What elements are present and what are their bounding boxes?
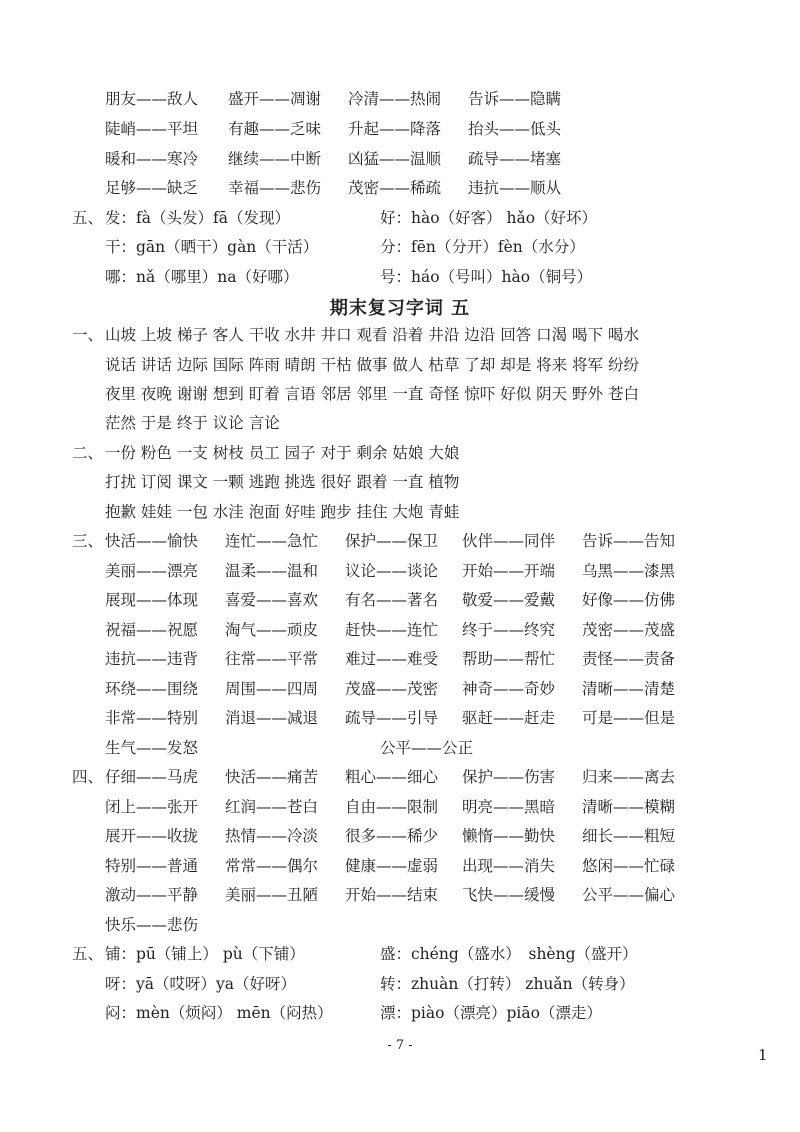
word-entry: 山坡 上坡 梯子 客人 干收 水井 井口 观看 沿着 井沿 边沿 回答 口渴 喝下 喝水 bbox=[105, 326, 639, 344]
word-entry: 仔细——马虎 bbox=[105, 768, 199, 786]
word-entry: 有趣——乏味 bbox=[228, 120, 322, 138]
word-entry: 开始——结束 bbox=[345, 886, 439, 904]
word-entry: 议论——谈论 bbox=[345, 562, 439, 580]
word-entry: 周围——四周 bbox=[225, 680, 319, 698]
word-entry: 公平——偏心 bbox=[582, 886, 676, 904]
word-entry: 升起——降落 bbox=[348, 120, 442, 138]
word-entry: 说话 讲话 边际 国际 阵雨 晴朗 干枯 做事 做人 枯草 了却 却是 将来 将军 纷纷 bbox=[105, 356, 639, 374]
word-entry: 很多——稀少 bbox=[345, 827, 439, 845]
word-entry: 陡峭——平坦 bbox=[105, 120, 199, 138]
word-entry: 归来——离去 bbox=[582, 768, 676, 786]
word-entry: 发：fà（头发）fā（发现） bbox=[105, 209, 290, 227]
word-entry: 赶快——连忙 bbox=[345, 621, 439, 639]
word-entry: 抱歉 娃娃 一包 水洼 泡面 好哇 跑步 挂住 大炮 青蛙 bbox=[105, 503, 460, 521]
word-entry: 好像——仿佛 bbox=[582, 591, 676, 609]
word-entry: 清晰——清楚 bbox=[582, 680, 676, 698]
word-entry: 伙伴——同伴 bbox=[462, 532, 556, 550]
section-marker: 五、 bbox=[72, 945, 104, 963]
word-entry: 足够——缺乏 bbox=[105, 179, 199, 197]
word-entry: 幸福——悲伤 bbox=[228, 179, 322, 197]
word-entry: 号：háo（号叫）hào（铜号） bbox=[380, 268, 593, 286]
word-entry: 常常——偶尔 bbox=[225, 857, 319, 875]
word-entry: 快乐——悲伤 bbox=[105, 916, 199, 934]
section-marker: 二、 bbox=[72, 444, 104, 462]
word-entry: 呀：yā（哎呀）ya（好呀） bbox=[105, 975, 296, 993]
word-entry: 驱赶——赶走 bbox=[462, 709, 556, 727]
section-marker: 四、 bbox=[72, 768, 104, 786]
word-entry: 连忙——急忙 bbox=[225, 532, 319, 550]
word-entry: 帮助——帮忙 bbox=[462, 650, 556, 668]
word-entry: 责怪——责备 bbox=[582, 650, 676, 668]
word-entry: 可是——但是 bbox=[582, 709, 676, 727]
word-entry: 铺：pū（铺上） pù（下铺） bbox=[105, 945, 305, 963]
word-entry: 喜爱——喜欢 bbox=[225, 591, 319, 609]
word-entry: 疏导——引导 bbox=[345, 709, 439, 727]
word-entry: 告诉——告知 bbox=[582, 532, 676, 550]
section-title: 期末复习字词 五 bbox=[329, 298, 471, 319]
word-entry: 哪：nǎ（哪里）na（好哪） bbox=[105, 268, 299, 286]
word-entry: 神奇——奇妙 bbox=[462, 680, 556, 698]
word-entry: 朋友——敌人 bbox=[105, 90, 199, 108]
word-entry: 漂：piào（漂亮）piāo（漂走） bbox=[380, 1004, 602, 1022]
word-entry: 非常——特别 bbox=[105, 709, 199, 727]
word-entry: 盛开——凋谢 bbox=[228, 90, 322, 108]
word-entry: 热情——冷淡 bbox=[225, 827, 319, 845]
word-entry: 温柔——温和 bbox=[225, 562, 319, 580]
word-entry: 红润——苍白 bbox=[225, 798, 319, 816]
word-entry: 健康——虚弱 bbox=[345, 857, 439, 875]
word-entry: 茂密——茂盛 bbox=[582, 621, 676, 639]
word-entry: 出现——消失 bbox=[462, 857, 556, 875]
word-entry: 自由——限制 bbox=[345, 798, 439, 816]
word-entry: 闭上——张开 bbox=[105, 798, 199, 816]
word-entry: 暖和——寒冷 bbox=[105, 150, 199, 168]
word-entry: 闷：mèn（烦闷） mēn（闷热） bbox=[105, 1004, 333, 1022]
word-entry: 懒惰——勤快 bbox=[462, 827, 556, 845]
word-entry: 疏导——堵塞 bbox=[468, 150, 562, 168]
word-entry: 美丽——丑陋 bbox=[225, 886, 319, 904]
word-entry: 特别——普通 bbox=[105, 857, 199, 875]
word-entry: 难过——难受 bbox=[345, 650, 439, 668]
word-entry: 终于——终究 bbox=[462, 621, 556, 639]
word-entry: 盛：chéng（盛水） shèng（盛开） bbox=[380, 945, 638, 963]
word-entry: 凶猛——温顺 bbox=[348, 150, 442, 168]
word-entry: 敬爱——爱戴 bbox=[462, 591, 556, 609]
word-entry: 转：zhuàn（打转） zhuǎn（转身） bbox=[380, 975, 635, 993]
word-entry: 茫然 于是 终于 议论 言论 bbox=[105, 414, 280, 432]
word-entry: 一份 粉色 一支 树枝 员工 园子 对于 剩余 姑娘 大娘 bbox=[105, 444, 460, 462]
word-entry: 抬头——低头 bbox=[468, 120, 562, 138]
word-entry: 悠闲——忙碌 bbox=[582, 857, 676, 875]
word-entry: 违抗——顺从 bbox=[468, 179, 562, 197]
word-entry: 祝福——祝愿 bbox=[105, 621, 199, 639]
word-entry: 继续——中断 bbox=[228, 150, 322, 168]
word-entry: 打扰 订阅 课文 一颗 逃跑 挑选 很好 跟着 一直 植物 bbox=[105, 473, 460, 491]
section-marker: 一、 bbox=[72, 326, 104, 344]
word-entry: 消退——减退 bbox=[225, 709, 319, 727]
word-entry: 茂密——稀疏 bbox=[348, 179, 442, 197]
word-entry: 美丽——漂亮 bbox=[105, 562, 199, 580]
word-entry: 生气——发怒 bbox=[105, 739, 199, 757]
word-entry: 开始——开端 bbox=[462, 562, 556, 580]
word-entry: 飞快——缓慢 bbox=[462, 886, 556, 904]
word-entry: 干：gān（晒干）gàn（干活） bbox=[105, 238, 319, 256]
word-entry: 茂盛——茂密 bbox=[345, 680, 439, 698]
word-entry: 夜里 夜晚 谢谢 想到 盯着 言语 邻居 邻里 一直 奇怪 惊吓 好似 阴天 野外 苍白 bbox=[105, 385, 639, 403]
word-entry: 细长——粗短 bbox=[582, 827, 676, 845]
word-entry: 快活——痛苦 bbox=[225, 768, 319, 786]
word-entry: 好：hào（好客） hǎo（好坏） bbox=[380, 209, 598, 227]
word-entry: 分：fēn（分开）fèn（水分） bbox=[380, 238, 585, 256]
word-entry: 展开——收拢 bbox=[105, 827, 199, 845]
word-entry: 激动——平静 bbox=[105, 886, 199, 904]
word-entry: 展现——体现 bbox=[105, 591, 199, 609]
word-entry: 有名——著名 bbox=[345, 591, 439, 609]
word-entry: 保护——保卫 bbox=[345, 532, 439, 550]
word-entry: 粗心——细心 bbox=[345, 768, 439, 786]
word-entry: 告诉——隐瞒 bbox=[468, 90, 562, 108]
word-entry: 快活——愉快 bbox=[105, 532, 199, 550]
word-entry: 违抗——违背 bbox=[105, 650, 199, 668]
word-entry: 乌黑——漆黑 bbox=[582, 562, 676, 580]
word-entry: 淘气——顽皮 bbox=[225, 621, 319, 639]
section-marker: 五、 bbox=[72, 209, 104, 227]
section-marker: 三、 bbox=[72, 532, 104, 550]
word-entry: 公平——公正 bbox=[380, 739, 474, 757]
word-entry: 环绕——围绕 bbox=[105, 680, 199, 698]
side-mark: 1 bbox=[758, 1046, 768, 1064]
page-number: - 7 - bbox=[387, 1038, 413, 1053]
word-entry: 清晰——模糊 bbox=[582, 798, 676, 816]
word-entry: 往常——平常 bbox=[225, 650, 319, 668]
word-entry: 冷清——热闹 bbox=[348, 90, 442, 108]
word-entry: 明亮——黑暗 bbox=[462, 798, 556, 816]
word-entry: 保护——伤害 bbox=[462, 768, 556, 786]
